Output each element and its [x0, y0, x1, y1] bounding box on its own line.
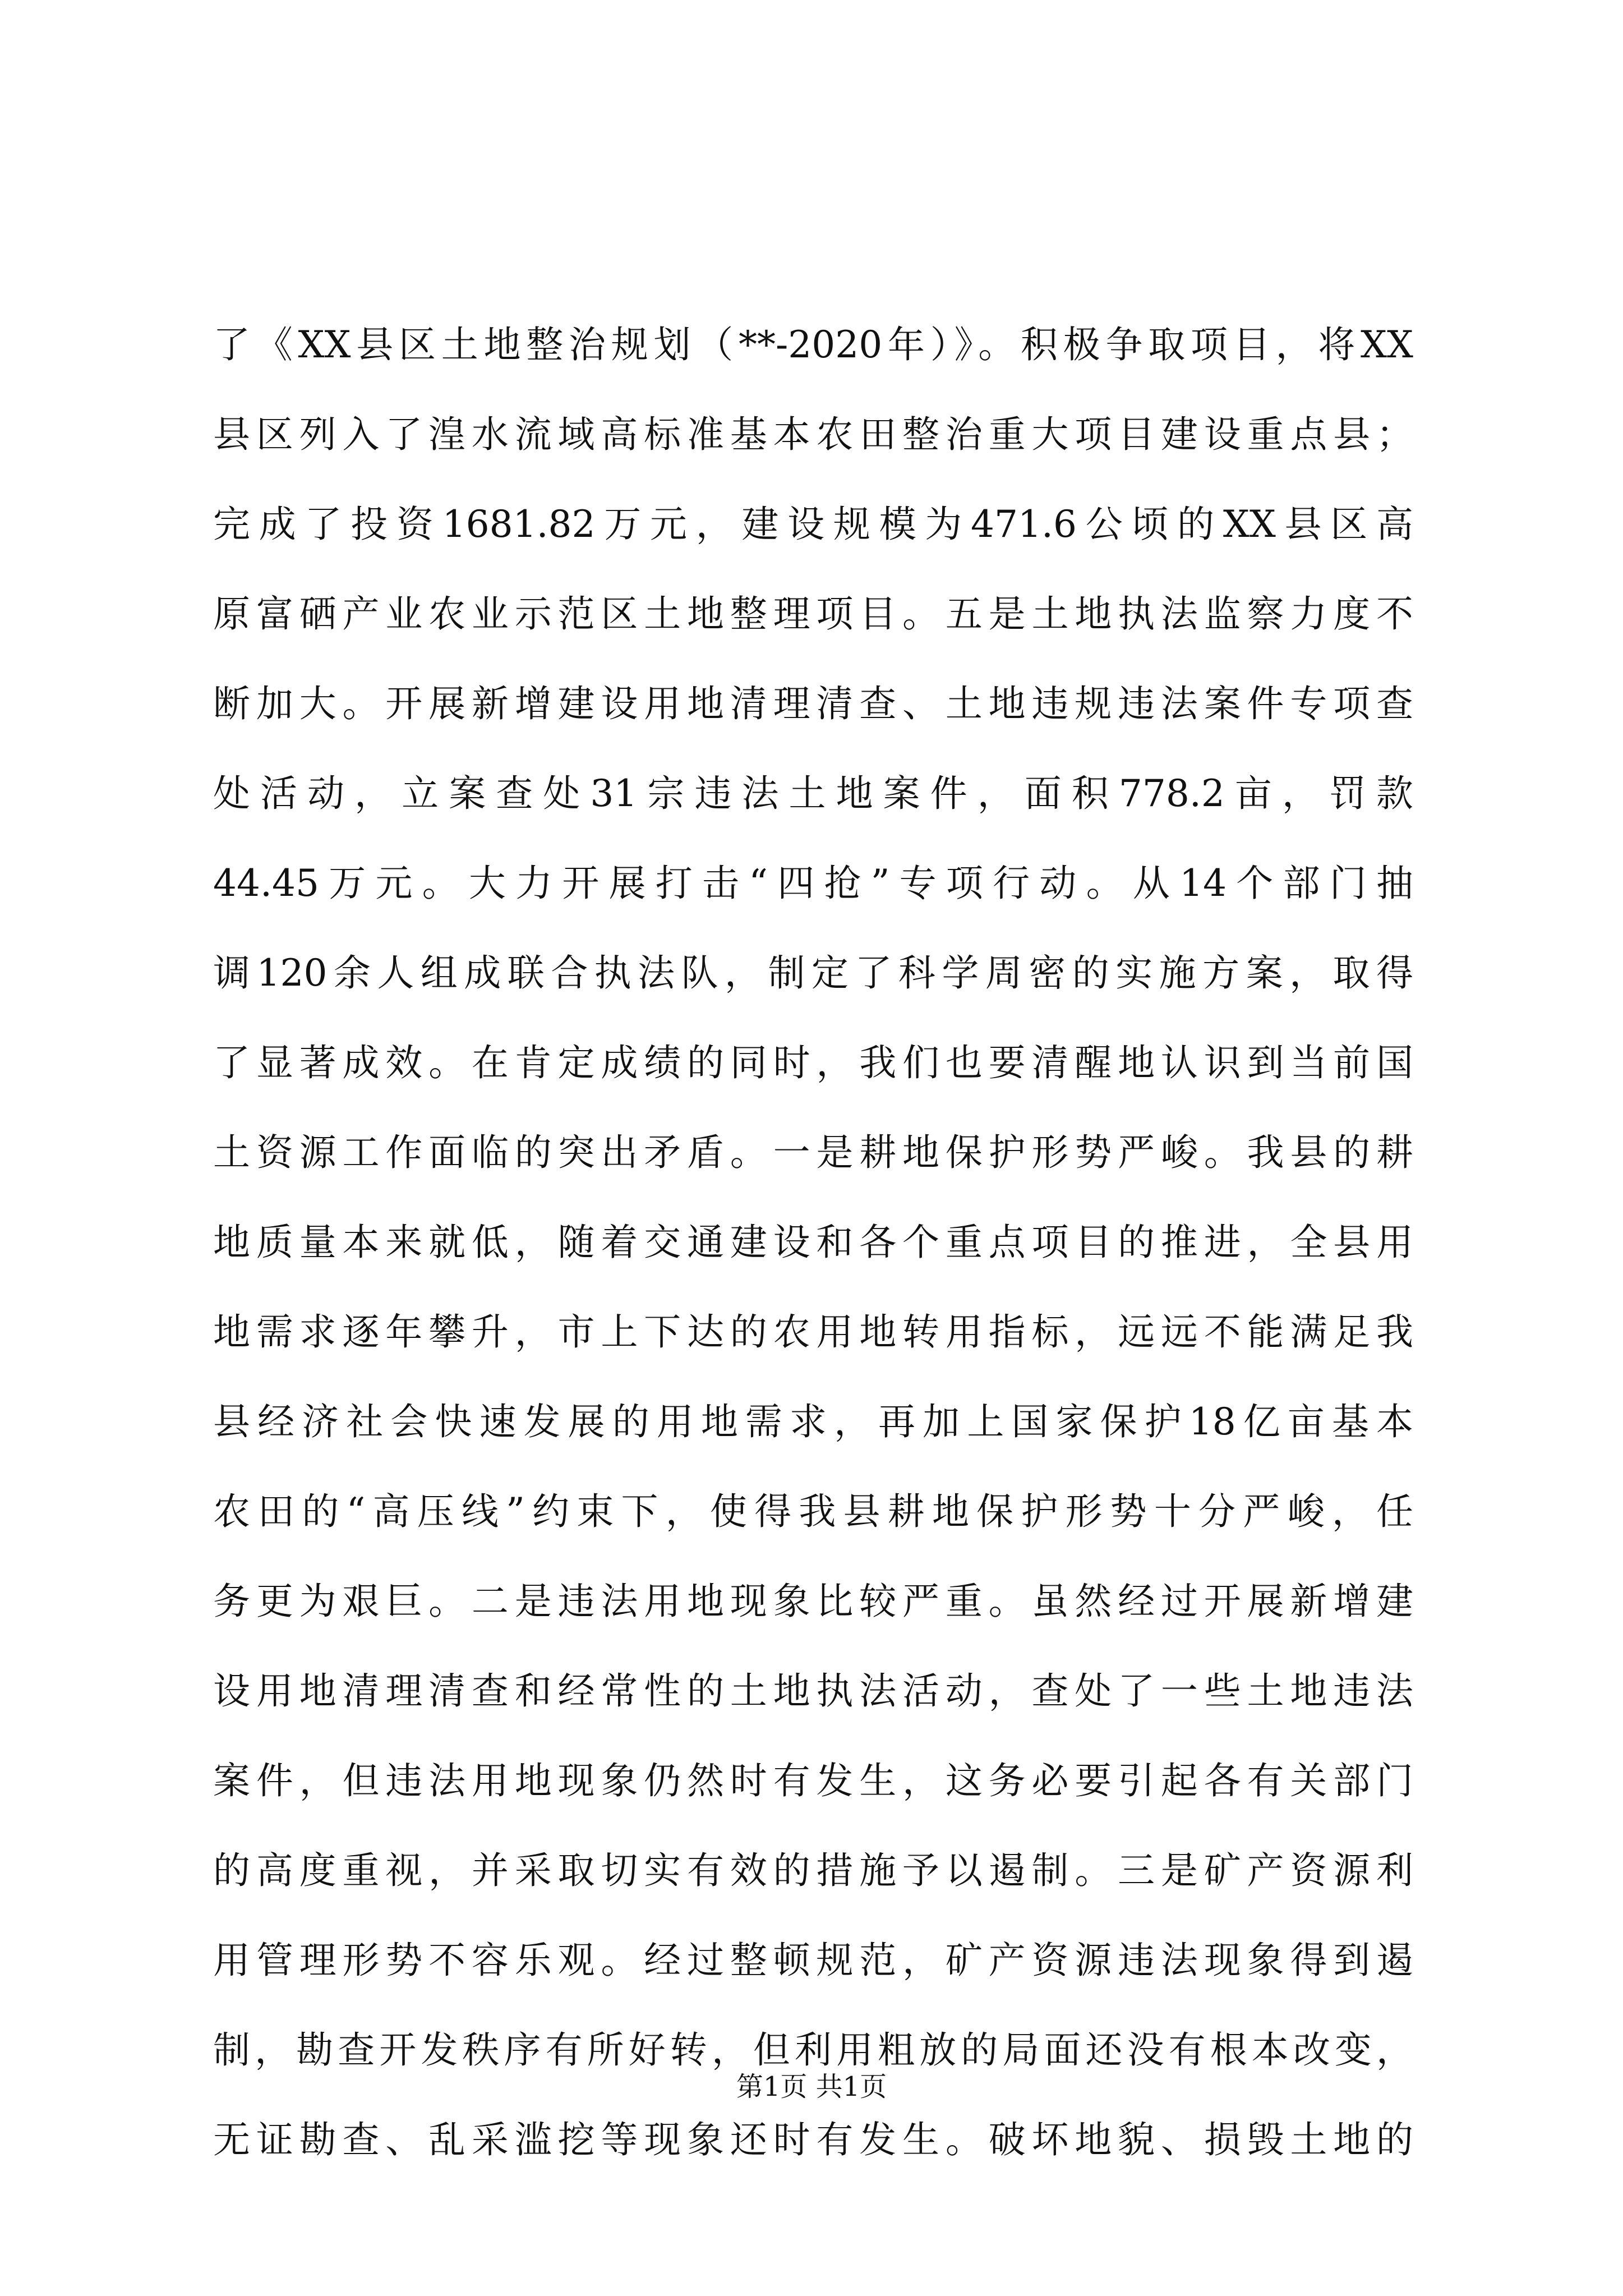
text-line: 了《XX县区土地整治规划（**-2020年）》。积极争取项目，将XX	[213, 323, 1413, 366]
text-line: 了显著成效。在肯定成绩的同时，我们也要清醒地认识到当前国	[213, 1041, 1413, 1084]
text-line: 土资源工作面临的突出矛盾。一是耕地保护形势严峻。我县的耕	[213, 1131, 1413, 1174]
text-line: 完成了投资1681.82万元，建设规模为471.6公顷的XX县区高	[213, 503, 1413, 546]
text-line: 的高度重视，并采取切实有效的措施予以遏制。三是矿产资源利	[213, 1849, 1413, 1892]
text-line: 务更为艰巨。二是违法用地现象比较严重。虽然经过开展新增建	[213, 1580, 1413, 1623]
page-number-label: 第1页 共1页	[736, 2071, 887, 2102]
text-line: 无证勘查、乱采滥挖等现象还时有发生。破坏地貌、损毁土地的	[213, 2118, 1413, 2161]
text-line: 处活动，立案查处31宗违法土地案件，面积778.2亩，罚款	[213, 772, 1413, 815]
page-footer	[0, 2070, 1623, 2104]
text-line: 案件，但违法用地现象仍然时有发生，这务必要引起各有关部门	[213, 1759, 1413, 1802]
text-line: 调120余人组成联合执法队，制定了科学周密的实施方案，取得	[213, 951, 1413, 995]
text-line: 县经济社会快速发展的用地需求，再加上国家保护18亿亩基本	[213, 1400, 1413, 1443]
text-line: 县区列入了湟水流域高标准基本农田整治重大项目建设重点县；	[213, 413, 1413, 456]
text-line: 44.45万元。大力开展打击“四抢”专项行动。从14个部门抽	[213, 862, 1413, 905]
text-line: 断加大。开展新增建设用地清理清查、土地违规违法案件专项查	[213, 682, 1413, 725]
body-text	[213, 300, 1413, 2185]
text-line: 原富硒产业农业示范区土地整理项目。五是土地执法监察力度不	[213, 592, 1413, 636]
text-line: 制，勘查开发秩序有所好转，但利用粗放的局面还没有根本改变，	[213, 2028, 1413, 2072]
text-line: 地质量本来就低，随着交通建设和各个重点项目的推进，全县用	[213, 1221, 1413, 1264]
text-line: 地需求逐年攀升，市上下达的农用地转用指标，远远不能满足我	[213, 1310, 1413, 1354]
text-line: 设用地清理清查和经常性的土地执法活动，查处了一些土地违法	[213, 1669, 1413, 1713]
text-line: 农田的“高压线”约束下，使得我县耕地保护形势十分严峻，任	[213, 1490, 1413, 1533]
text-line: 用管理形势不容乐观。经过整顿规范，矿产资源违法现象得到遏	[213, 1939, 1413, 1982]
